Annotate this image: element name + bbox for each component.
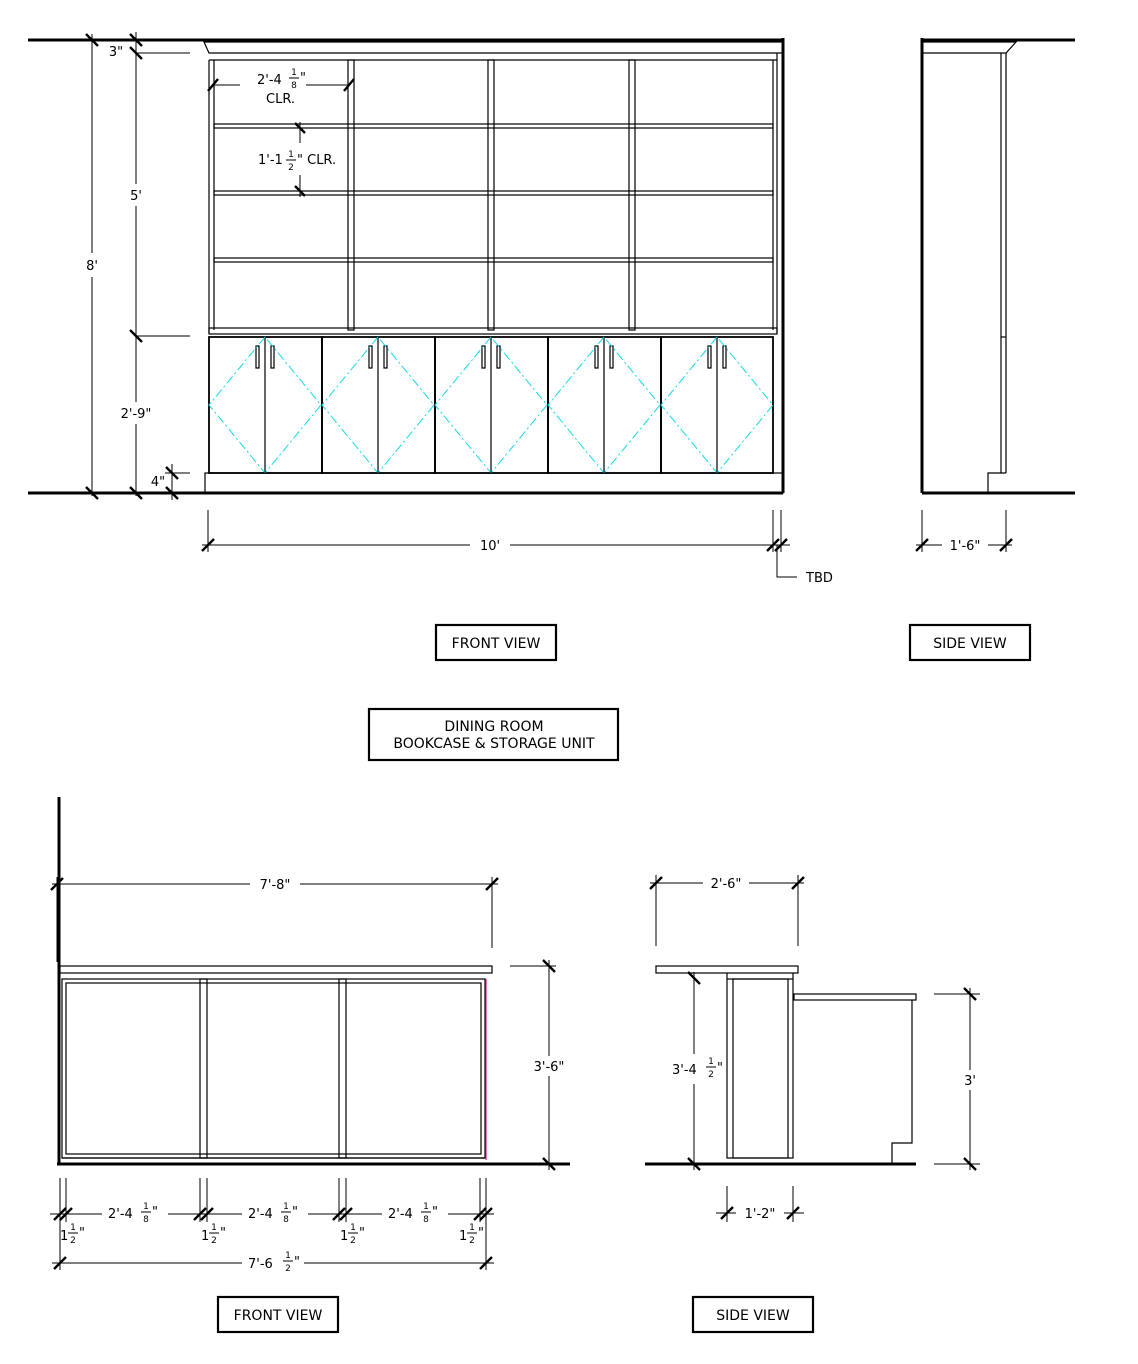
shelf-clear-width-dim <box>208 68 354 107</box>
side-view-label-bottom: SIDE VIEW <box>716 1308 790 1324</box>
svg-text:2: 2 <box>211 1236 217 1246</box>
bay-label-2 <box>242 1202 308 1228</box>
svg-text:1: 1 <box>211 1223 217 1233</box>
svg-text:": " <box>359 1226 365 1241</box>
dim-cabinet-height: 2'-9" <box>120 407 152 422</box>
svg-text:1: 1 <box>423 1202 429 1212</box>
bottom-side-elevation <box>645 873 980 1223</box>
svg-text:2: 2 <box>70 1236 76 1246</box>
bay-label-1 <box>102 1202 168 1228</box>
dim-base-height: 4" <box>150 475 166 490</box>
svg-text:8: 8 <box>143 1215 149 1225</box>
counter-top-side <box>794 994 916 1000</box>
shelf-clear-height-suffix: " CLR. <box>297 153 337 168</box>
shelf-clear-height-main: 1'-1 <box>258 153 283 168</box>
title-line-1: DINING ROOM <box>444 719 544 735</box>
dim-crown-height: 3" <box>108 45 124 60</box>
bay-dimensions <box>50 1178 494 1276</box>
dim-bar-height <box>668 1054 724 1084</box>
dim-bar-top-width: 2'-6" <box>710 877 742 892</box>
svg-text:1: 1 <box>70 1223 76 1233</box>
shelf-clear-width-suffix: " <box>300 71 306 86</box>
stile-label-1 <box>60 1223 85 1246</box>
toe-kick-base <box>205 473 783 493</box>
svg-text:2: 2 <box>708 1070 714 1080</box>
dim-overall-height: 8' <box>86 259 98 274</box>
shelf-clear-width-frac-den: 8 <box>291 81 297 91</box>
bar-top <box>656 966 798 973</box>
svg-text:2: 2 <box>469 1236 475 1246</box>
top-front-elevation <box>28 32 833 586</box>
svg-text:1: 1 <box>350 1223 356 1233</box>
svg-text:1: 1 <box>283 1202 289 1212</box>
svg-text:": " <box>152 1205 158 1220</box>
title-line-2: BOOKCASE & STORAGE UNIT <box>393 736 595 752</box>
svg-text:": " <box>292 1205 298 1220</box>
front-view-label-bottom: FRONT VIEW <box>233 1308 323 1324</box>
svg-text:1: 1 <box>285 1251 291 1261</box>
dim-side-depth: 1'-6" <box>949 539 981 554</box>
height-dimensions <box>84 32 190 500</box>
svg-text:1: 1 <box>143 1202 149 1212</box>
svg-text:7'-6: 7'-6 <box>248 1257 273 1272</box>
dim-bookcase-height: 5' <box>130 189 142 204</box>
svg-text:1: 1 <box>201 1229 210 1244</box>
svg-text:1: 1 <box>340 1229 349 1244</box>
svg-text:3'-4: 3'-4 <box>672 1063 697 1078</box>
dim-total-width <box>242 1250 304 1276</box>
label-front-view-bottom <box>218 1297 338 1332</box>
dim-tbd: TBD <box>806 571 833 586</box>
shelf-clear-width-main: 2'-4 <box>257 73 282 88</box>
stile-label-4 <box>459 1223 484 1246</box>
shelf-clear-height-frac-num: 1 <box>288 150 294 160</box>
svg-text:2'-4: 2'-4 <box>108 1207 133 1222</box>
svg-text:1: 1 <box>459 1229 468 1244</box>
svg-text:": " <box>294 1255 300 1270</box>
width-dimension <box>202 510 833 586</box>
title-block <box>369 709 618 760</box>
svg-text:1: 1 <box>708 1057 714 1067</box>
dim-overall-width: 7'-8" <box>259 878 291 893</box>
label-side-view-bottom <box>693 1297 813 1332</box>
svg-text:": " <box>717 1061 723 1076</box>
stile-label-2 <box>201 1223 226 1246</box>
dim-counter-height: 3'-6" <box>533 1060 565 1075</box>
svg-text:": " <box>79 1226 85 1241</box>
svg-text:1: 1 <box>469 1223 475 1233</box>
svg-text:": " <box>432 1205 438 1220</box>
crown-molding <box>204 42 783 53</box>
svg-text:8: 8 <box>423 1215 429 1225</box>
dim-counter-height-side: 3' <box>964 1074 976 1089</box>
svg-text:": " <box>220 1226 226 1241</box>
dim-width: 10' <box>479 539 501 554</box>
svg-text:2'-4: 2'-4 <box>248 1207 273 1222</box>
dim-cabinet-depth: 1'-2" <box>744 1207 776 1222</box>
top-side-elevation <box>916 38 1075 555</box>
side-view-label-top: SIDE VIEW <box>933 636 1007 652</box>
stile-label-3 <box>340 1223 365 1246</box>
svg-text:2: 2 <box>285 1264 291 1274</box>
counter-top <box>60 966 492 973</box>
svg-text:2'-4: 2'-4 <box>388 1207 413 1222</box>
cabinet-doors <box>209 337 773 473</box>
bay-label-3 <box>382 1202 448 1228</box>
side-crown <box>922 42 1016 53</box>
svg-text:1: 1 <box>60 1229 69 1244</box>
label-front-view-top <box>436 625 556 660</box>
front-view-label-top: FRONT VIEW <box>451 636 541 652</box>
shelf-clear-width-note: CLR. <box>266 92 296 107</box>
svg-text:8: 8 <box>283 1215 289 1225</box>
label-side-view-top <box>910 625 1030 660</box>
shelf-clear-width-frac-num: 1 <box>291 68 297 78</box>
svg-text:": " <box>478 1226 484 1241</box>
svg-text:2: 2 <box>350 1236 356 1246</box>
shelf-clear-height-dim <box>250 122 346 197</box>
bottom-front-elevation <box>50 797 572 1276</box>
shelf-clear-height-frac-den: 2 <box>288 163 294 173</box>
